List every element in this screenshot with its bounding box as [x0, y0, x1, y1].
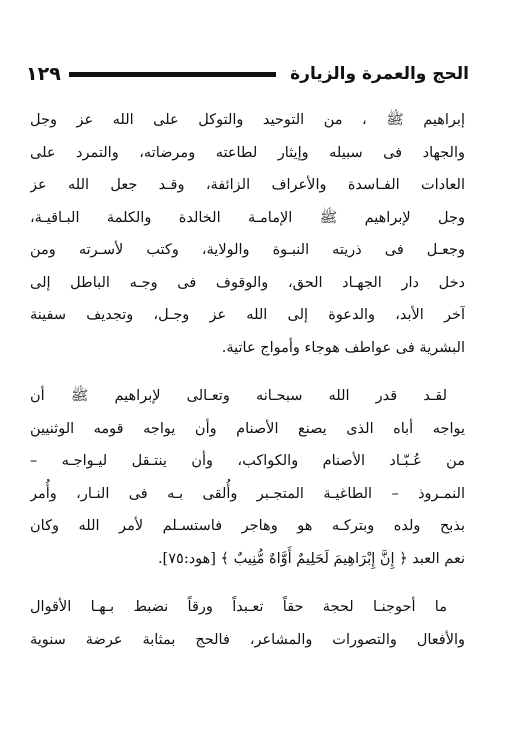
text-line: العادات الفـاسدة والأعراف الزائفة، وقـد جعل الله عز: [30, 177, 465, 193]
page-number: ١٢٩: [26, 63, 61, 85]
paragraph-3: [30, 591, 465, 656]
paragraph-1: [30, 104, 465, 364]
text-line: إبراهيم ﷺ ، من التوحيد والتوكل على الله عز وجل: [30, 112, 465, 128]
paragraph-gap: [30, 575, 465, 591]
text-line: بذبح ولده وبتركـه هو وهاجر فاستسـلم لأمر الله وكان: [30, 518, 465, 534]
text-line: يواجه أباه الذى يصنع الأصنام وأن يواجه قومه الوثنيين: [30, 420, 465, 437]
header-rule: [69, 72, 276, 77]
text-line: آخر الأبد، والدعوة إلى الله عز وجـل، وتجديف سفينة: [30, 307, 465, 323]
running-header: [26, 58, 469, 90]
text-line: دخل دار الجهـاد الحق، والوقوف فى وجـه الباطل إلى: [30, 274, 465, 291]
text-line: وجل لإبراهيم ﷺ الإمامـة الخالدة والكلمة البـاقيـة،: [30, 209, 465, 226]
text-line: النمـروذ – الطاغيـة المتجـبر وأُلقى بـه فى النـار، وأُمر: [30, 485, 465, 502]
running-title: الحج والعمرة والزيارة: [290, 64, 469, 84]
text-line: من عُـبّـاد الأصنام والكواكب، وأن ينتـقل ليـواجـه –: [30, 453, 465, 469]
text-line: ما أحوجنـا لحجة حقاً تعـبداً ورقاً نضبط بـهـا الأقوال: [30, 599, 447, 615]
text-line: البشرية فى عواطف هوجاء وأمواج عاتية.: [221, 339, 465, 356]
paragraph-gap: [30, 364, 465, 380]
text-line: والأفعال والتصورات والمشاعر، فالحج بمثابة عرضة سنوية: [30, 631, 465, 648]
text-line: والجهاد فى سبيله وإيثار لطاعته ومرضاته، والتمرد على: [30, 144, 465, 161]
text-line: وجعـل فى ذريته النبـوة والولاية، وكتب لأسـرته ومن: [30, 242, 465, 258]
text-line: نعم العبد ﴿ إِنَّ إِبْرَاهِيمَ لَحَلِيمٌ أَوَّاهٌ مُّنِيبٌ ﴾ [هود:٧٥].: [157, 550, 465, 567]
page-body: [30, 104, 465, 656]
text-line: لقـد قدر الله سبحـانه وتعـالى لإبراهيم ﷺ أن: [30, 388, 447, 404]
paragraph-2: [30, 380, 465, 575]
